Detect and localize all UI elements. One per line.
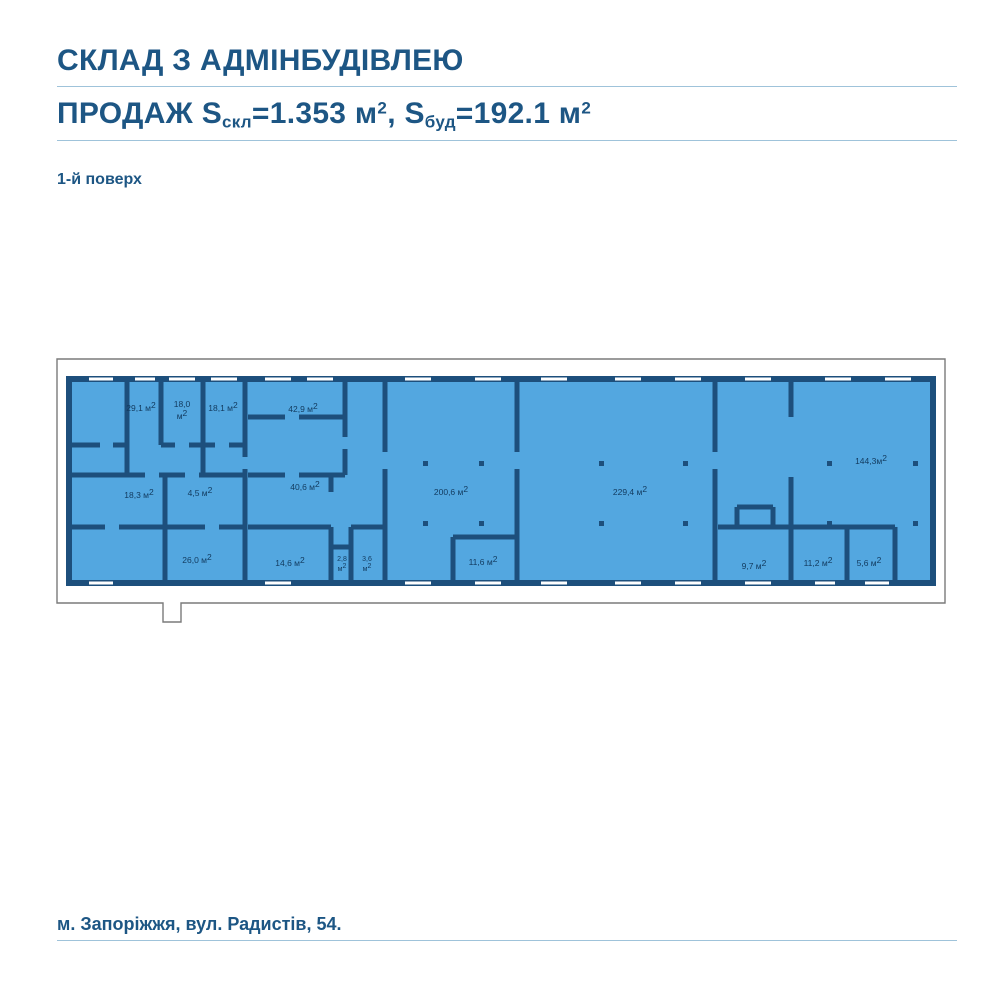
room-label-18-1: 18,1 м2 [208,400,238,413]
room-label-18-3: 18,3 м2 [124,487,154,500]
subtitle-sup-2: 2 [581,98,592,118]
subtitle-sub-bud: буд [424,112,456,132]
room-label-11-6: 11,6 м2 [468,554,498,567]
floor-plan-drawing [55,357,947,632]
subtitle-prefix: ПРОДАЖ S [57,97,223,130]
title-block [57,42,957,80]
room-label-2-8: 2,8 [337,556,347,563]
room-label-3-6-unit: м2 [362,563,372,573]
room-label-229-4: 229,4 м2 [612,484,648,497]
room-label-29-1: 29,1 м2 [126,400,156,413]
subtitle-block [57,95,591,133]
room-label-144-3: 144,3м2 [855,453,887,466]
room-label-2-8-unit: м2 [337,563,347,573]
page-title: СКЛАД З АДМІНБУДІВЛЕЮ [57,44,464,77]
subtitle-sup-1: 2 [377,98,388,118]
divider-subtitle [57,140,957,141]
subtitle-mid: =1.353 м [251,97,378,130]
floor-label: 1-й поверх [57,171,142,188]
room-label-11-2: 11,2 м2 [803,555,833,568]
room-label-9-7: 9,7 м2 [741,558,767,571]
address-label: м. Запоріжжя, вул. Радистів, 54. [57,914,342,934]
divider-top [57,86,957,87]
plan-rooms [69,379,933,583]
room-label-5-6: 5,6 м2 [856,555,882,568]
subtitle-sub-skl: скл [222,112,252,132]
room-label-18-0: 18,0 [173,399,191,409]
page-subtitle [57,95,591,133]
room-label-26-0: 26,0 м2 [182,552,212,565]
subtitle-end: =192.1 м [455,97,582,130]
room-label-42-9: 42,9 м2 [288,401,318,414]
room-label-40-6: 40,6 м2 [290,479,320,492]
subtitle-comma: , S [387,97,425,130]
room-label-4-5: 4,5 м2 [187,485,213,498]
room-label-200-6: 200,6 м2 [433,484,469,497]
divider-footer [57,940,957,941]
room-label-3-6: 3,6 [362,556,372,563]
room-label-14-6: 14,6 м2 [275,555,305,568]
room-label-18-0-unit: м2 [176,408,188,421]
